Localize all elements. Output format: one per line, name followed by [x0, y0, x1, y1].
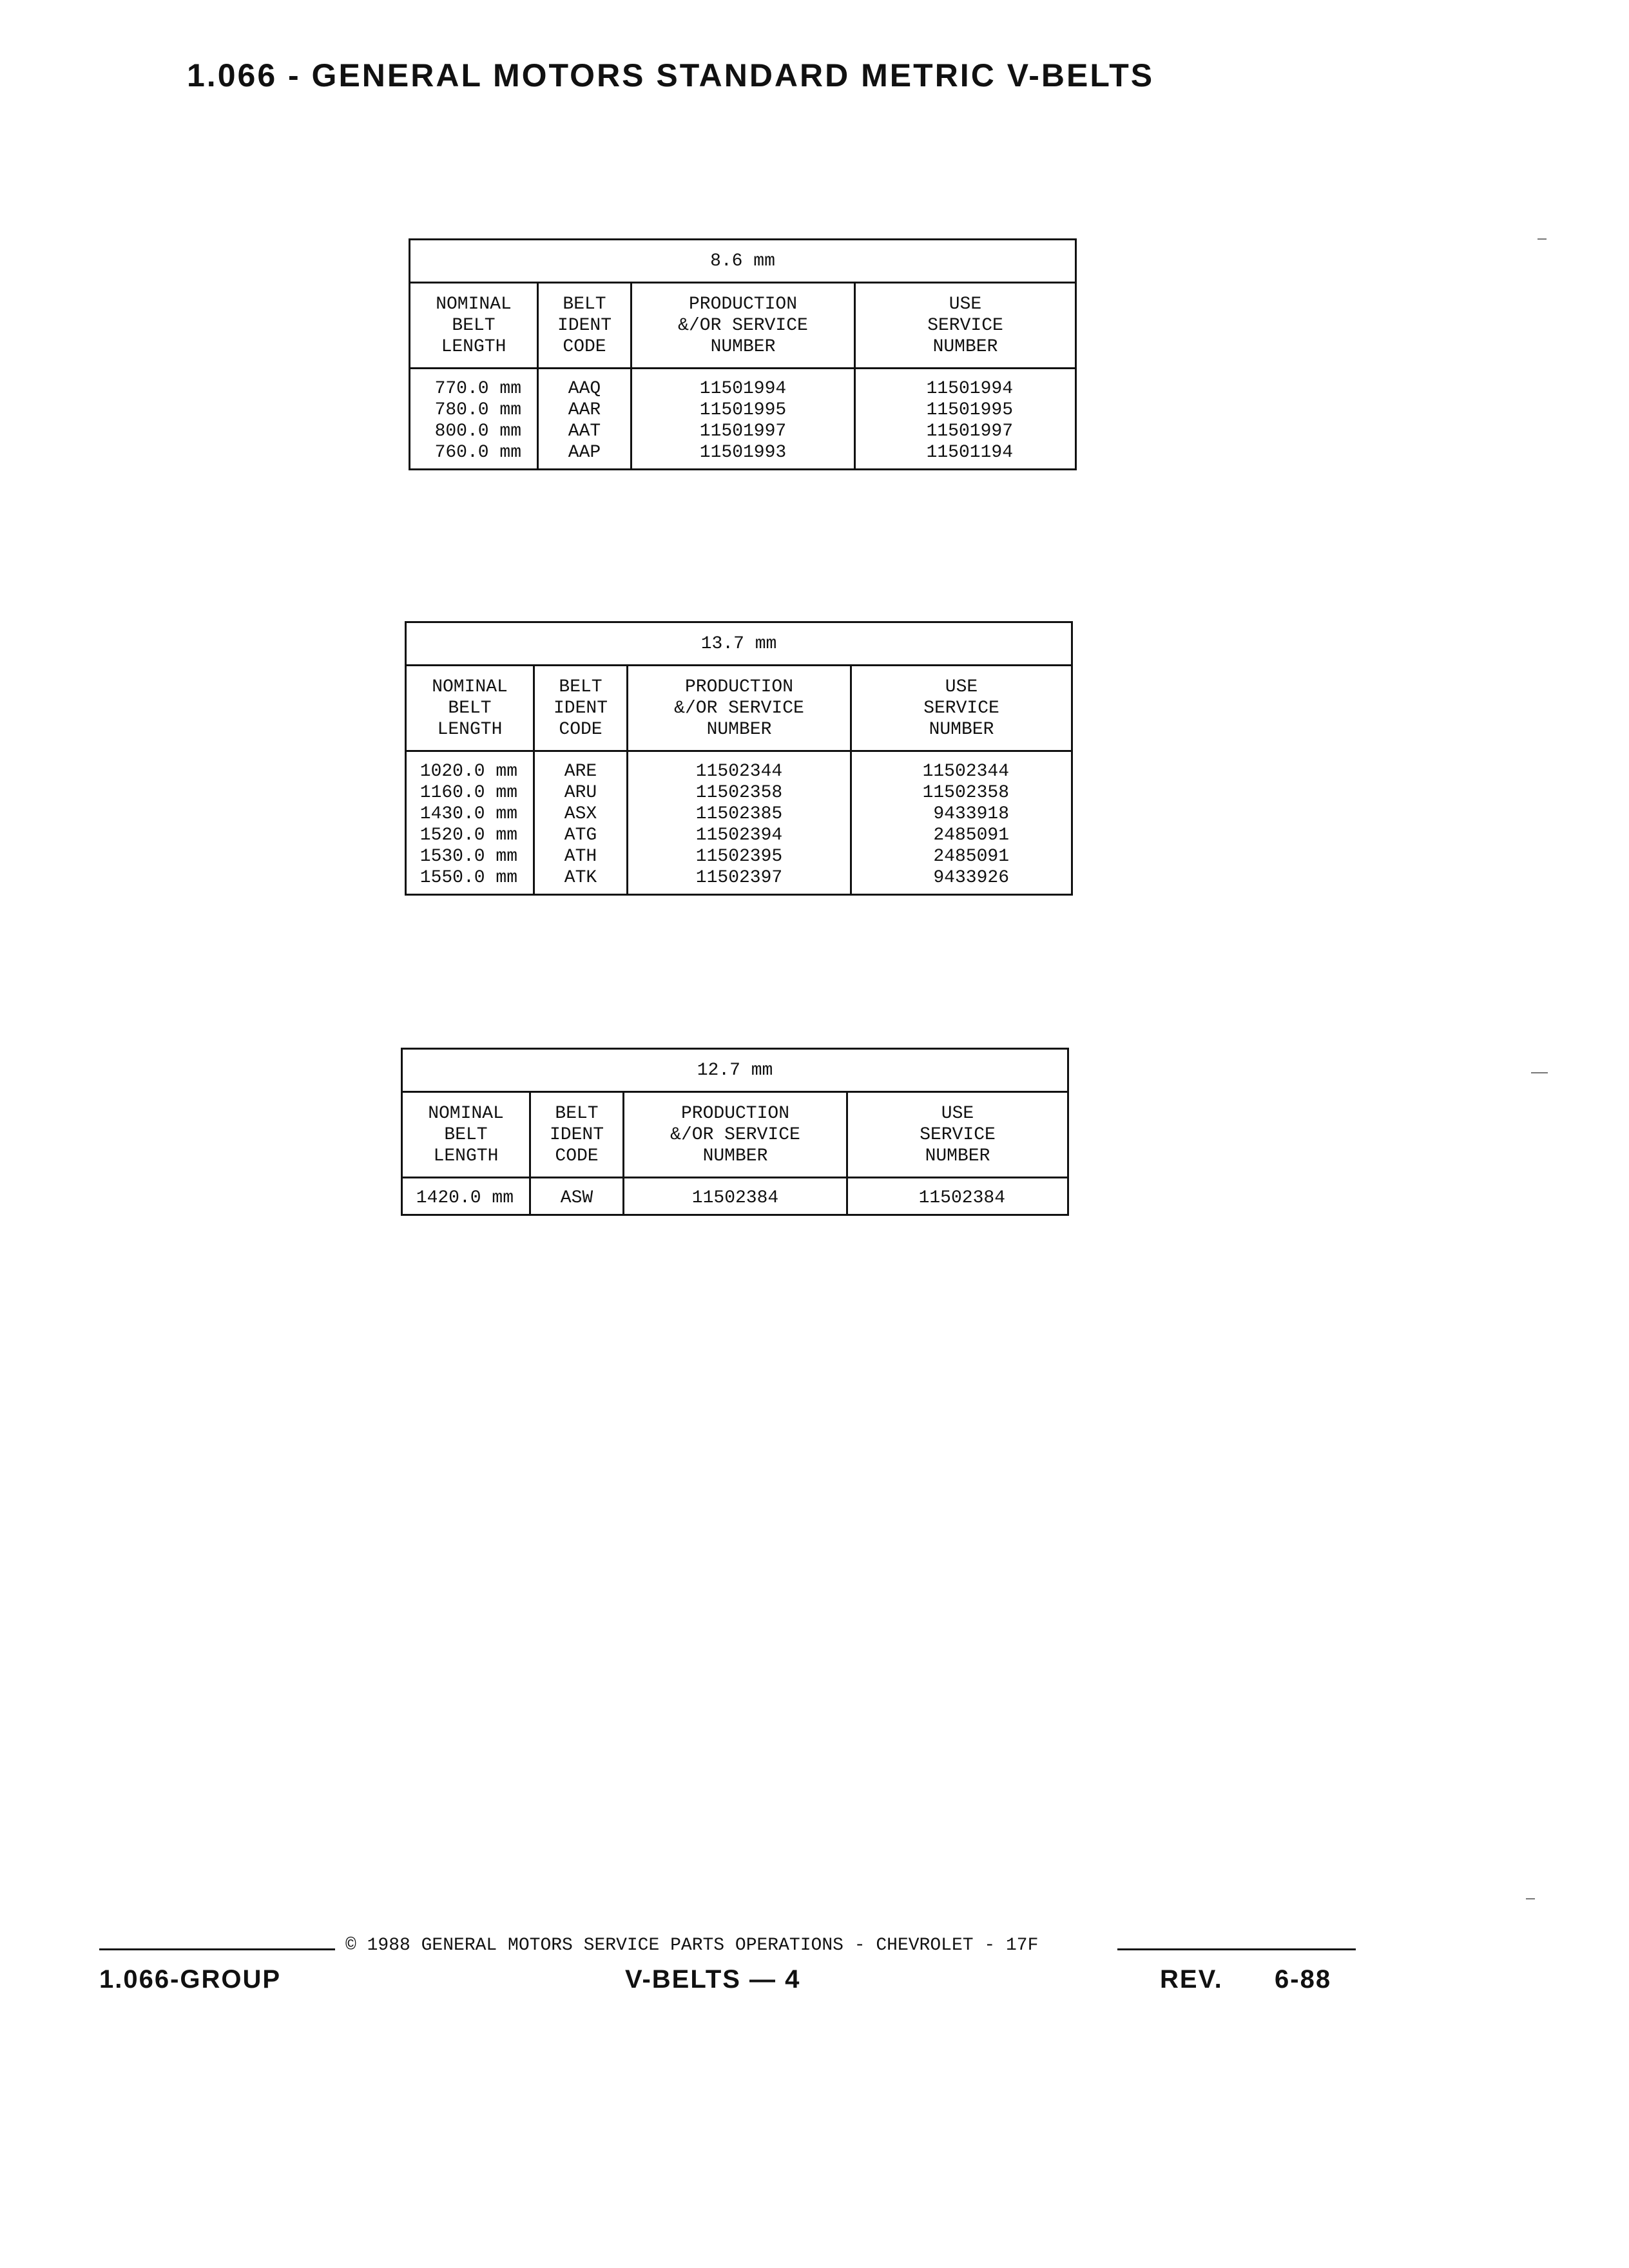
belt-width-label: 12.7 mm	[402, 1049, 1068, 1092]
table-cell: ASW	[560, 1188, 593, 1208]
table-cell: 1430.0 mm	[419, 804, 517, 824]
page-title: 1.066 - GENERAL MOTORS STANDARD METRIC V-BELTS	[187, 57, 1155, 93]
table-cell: 11502395	[695, 847, 783, 867]
code-column	[534, 751, 628, 895]
table-cell: 770.0 mm	[434, 379, 521, 399]
footer-group: 1.066-GROUP	[99, 1965, 282, 1994]
footer-section: V-BELTS — 4	[625, 1965, 801, 1994]
header-belt-ident-code: BELT IDENT CODE	[530, 1092, 624, 1178]
length-column	[402, 1178, 530, 1215]
table-cell: 1160.0 mm	[419, 783, 517, 803]
production-column	[624, 1178, 847, 1215]
table-cell: 1530.0 mm	[419, 847, 517, 867]
length-column	[406, 751, 534, 895]
table-cell: 1520.0 mm	[419, 825, 517, 845]
header-nominal-belt-length: NOMINAL BELT LENGTH	[410, 283, 538, 369]
table-cell: ASX	[564, 804, 597, 824]
table-cell: 11502358	[922, 783, 1009, 803]
production-column	[628, 751, 851, 895]
table-cell: ARE	[564, 762, 597, 782]
table-cell: AAP	[568, 443, 601, 463]
belt-table-8-6mm	[409, 238, 1077, 470]
table-cell: 11501995	[699, 400, 787, 420]
header-belt-ident-code: BELT IDENT CODE	[538, 283, 631, 369]
table-cell: 11502384	[918, 1188, 1005, 1208]
header-production-service-number: PRODUCTION &/OR SERVICE NUMBER	[624, 1092, 847, 1178]
table-cell: ATH	[564, 847, 597, 867]
belt-table-12-7mm	[401, 1048, 1069, 1216]
table-cell: 1020.0 mm	[419, 762, 517, 782]
use-column	[851, 751, 1072, 895]
belt-width-label: 13.7 mm	[406, 622, 1072, 666]
table-cell: 9433926	[933, 868, 1009, 888]
table-cell: 11502344	[695, 762, 783, 782]
table-cell: 11502394	[695, 825, 783, 845]
table-cell: ARU	[564, 783, 597, 803]
belt-width-label: 8.6 mm	[410, 240, 1076, 283]
table-cell: AAQ	[568, 379, 601, 399]
code-column	[538, 369, 631, 470]
header-belt-ident-code: BELT IDENT CODE	[534, 666, 628, 751]
table-cell: 11501994	[699, 379, 787, 399]
header-use-service-number: USE SERVICE NUMBER	[847, 1092, 1068, 1178]
table-cell: 11501997	[699, 421, 787, 441]
scan-mark	[1531, 1072, 1548, 1073]
table-cell: 1420.0 mm	[416, 1188, 514, 1208]
table-cell: ATG	[564, 825, 597, 845]
table-cell: AAT	[568, 421, 601, 441]
copyright-notice: © 1988 GENERAL MOTORS SERVICE PARTS OPERATIONS - CHEVROLET - 17F	[345, 1936, 1039, 1956]
table-cell: 760.0 mm	[434, 443, 521, 463]
table-cell: 11501994	[926, 379, 1013, 399]
table-cell: 1550.0 mm	[419, 868, 517, 888]
table-cell: 9433918	[933, 804, 1009, 824]
table-cell: 780.0 mm	[434, 400, 521, 420]
table-cell: 800.0 mm	[434, 421, 521, 441]
length-column	[410, 369, 538, 470]
production-column	[631, 369, 855, 470]
footer-rule-left	[99, 1948, 335, 1950]
table-cell: 2485091	[933, 847, 1009, 867]
scan-mark	[1537, 238, 1547, 240]
header-use-service-number: USE SERVICE NUMBER	[855, 283, 1076, 369]
table-cell: 11502344	[922, 762, 1009, 782]
table-cell: 11502397	[695, 868, 783, 888]
table-cell: AAR	[568, 400, 601, 420]
table-cell: 11502384	[691, 1188, 779, 1208]
footer-rev-value: 6-88	[1275, 1965, 1332, 1994]
table-cell: 11501993	[699, 443, 787, 463]
table-cell: 11501997	[926, 421, 1013, 441]
code-column	[530, 1178, 624, 1215]
table-cell: 11502358	[695, 783, 783, 803]
header-nominal-belt-length: NOMINAL BELT LENGTH	[402, 1092, 530, 1178]
use-column	[855, 369, 1076, 470]
footer-rule-right	[1117, 1948, 1356, 1950]
belt-table-13-7mm	[405, 621, 1073, 896]
use-column	[847, 1178, 1068, 1215]
table-cell: 11502385	[695, 804, 783, 824]
header-production-service-number: PRODUCTION &/OR SERVICE NUMBER	[628, 666, 851, 751]
table-cell: 11501194	[926, 443, 1013, 463]
table-cell: 11501995	[926, 400, 1013, 420]
header-use-service-number: USE SERVICE NUMBER	[851, 666, 1072, 751]
header-production-service-number: PRODUCTION &/OR SERVICE NUMBER	[631, 283, 855, 369]
table-cell: ATK	[564, 868, 597, 888]
scan-mark	[1526, 1898, 1535, 1899]
header-nominal-belt-length: NOMINAL BELT LENGTH	[406, 666, 534, 751]
footer-rev-label: REV.	[1160, 1965, 1223, 1994]
table-cell: 2485091	[933, 825, 1009, 845]
